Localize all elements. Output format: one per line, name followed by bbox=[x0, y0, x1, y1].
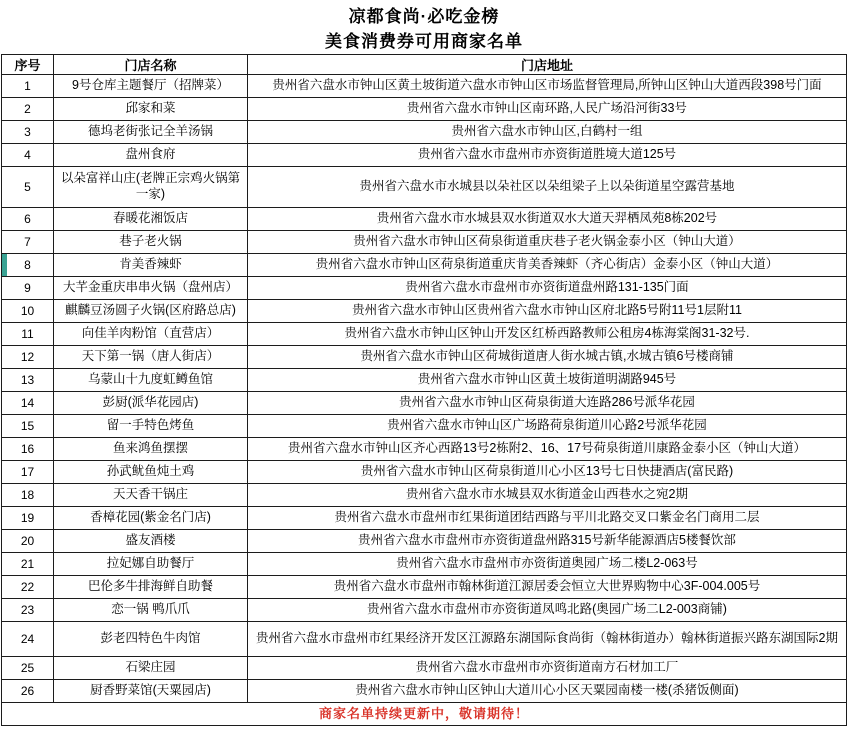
store-address-cell: 贵州省六盘水市盘州市亦资街道盘州路315号新华能源酒店5楼餐饮部 bbox=[248, 530, 847, 553]
store-address-cell: 贵州省六盘水市钟山区荷泉街道川心小区13号七日快捷酒店(富民路) bbox=[248, 461, 847, 484]
store-address-cell: 贵州省六盘水市钟山区钟山大道川心小区天粟园南楼一楼(杀猪饭侧面) bbox=[248, 680, 847, 703]
table-row bbox=[2, 167, 847, 208]
store-name-cell: 以朵富祥山庄(老牌正宗鸡火锅第一家) bbox=[54, 167, 248, 208]
row-number-cell: 5 bbox=[2, 167, 54, 208]
store-name-cell: 恋一锅 鸭爪爪 bbox=[54, 599, 248, 622]
table-row bbox=[2, 121, 847, 144]
row-number-cell: 3 bbox=[2, 121, 54, 144]
row-number-cell: 21 bbox=[2, 553, 54, 576]
row-number-cell: 17 bbox=[2, 461, 54, 484]
store-address-cell: 贵州省六盘水市钟山区荷泉街道重庆肯美香辣虾（齐心街店）金泰小区（钟山大道） bbox=[248, 254, 847, 277]
row-number-cell: 1 bbox=[2, 75, 54, 98]
store-address-cell: 贵州省六盘水市钟山区钟山开发区红桥西路教师公租房4栋海棠阁31-32号. bbox=[248, 323, 847, 346]
store-name-cell: 春暖花湘饭店 bbox=[54, 208, 248, 231]
row-number-cell: 9 bbox=[2, 277, 54, 300]
row-number-cell: 26 bbox=[2, 680, 54, 703]
table-row bbox=[2, 576, 847, 599]
store-address-cell: 贵州省六盘水市钟山区荷泉街道大连路286号派华花园 bbox=[248, 392, 847, 415]
footer-row bbox=[2, 703, 847, 726]
store-address-cell: 贵州省六盘水市钟山区贵州省六盘水市钟山区府北路5号附11号1层附11 bbox=[248, 300, 847, 323]
store-address-cell: 贵州省六盘水市水城县以朵社区以朵组梁子上以朵街道星空露营基地 bbox=[248, 167, 847, 208]
store-name-cell: 9号仓库主题餐厅（招牌菜） bbox=[54, 75, 248, 98]
header-address: 门店地址 bbox=[248, 55, 847, 75]
store-name-cell: 天天香干锅庄 bbox=[54, 484, 248, 507]
store-name-cell: 孙武鱿鱼炖土鸡 bbox=[54, 461, 248, 484]
store-address-cell: 贵州省六盘水市钟山区南环路,人民广场沿河街33号 bbox=[248, 98, 847, 121]
store-table-header bbox=[2, 55, 847, 75]
table-row bbox=[2, 144, 847, 167]
store-name-cell: 向佳羊肉粉馆（直营店） bbox=[54, 323, 248, 346]
row-number-cell: 11 bbox=[2, 323, 54, 346]
table-row bbox=[2, 98, 847, 121]
store-name-cell: 彭厨(派华花园店) bbox=[54, 392, 248, 415]
store-address-cell: 贵州省六盘水市盘州市红果街道团结西路与平川北路交叉口紫金名门商用二层 bbox=[248, 507, 847, 530]
page bbox=[1, 0, 847, 726]
table-row bbox=[2, 254, 847, 277]
table-row bbox=[2, 553, 847, 576]
store-address-cell: 贵州省六盘水市水城县双水街道金山西巷水之宛2期 bbox=[248, 484, 847, 507]
row-number-cell: 14 bbox=[2, 392, 54, 415]
store-name-cell: 鱼来鸿鱼摆摆 bbox=[54, 438, 248, 461]
store-name-cell: 邱家和菜 bbox=[54, 98, 248, 121]
row-number-cell: 6 bbox=[2, 208, 54, 231]
row-number-cell: 22 bbox=[2, 576, 54, 599]
store-address-cell: 贵州省六盘水市钟山区齐心西路13号2栋附2、16、17号荷泉街道川康路金泰小区（钟山大道） bbox=[248, 438, 847, 461]
row-number-cell: 13 bbox=[2, 369, 54, 392]
table-row bbox=[2, 599, 847, 622]
store-name-cell: 留一手特色烤鱼 bbox=[54, 415, 248, 438]
store-address-cell: 贵州省六盘水市钟山区广场路荷泉街道川心路2号派华花园 bbox=[248, 415, 847, 438]
store-address-cell: 贵州省六盘水市盘州市红果经济开发区江源路东湖国际食尚街（翰林街道办）翰林街道振兴路东湖国际2期 bbox=[248, 622, 847, 657]
page-title-line2: 美食消费券可用商家名单 bbox=[325, 32, 523, 51]
store-name-cell: 乌蒙山十九度虹鳟鱼馆 bbox=[54, 369, 248, 392]
table-row bbox=[2, 415, 847, 438]
store-address-cell: 贵州省六盘水市盘州市亦资街道南方石材加工厂 bbox=[248, 657, 847, 680]
row-number-cell: 25 bbox=[2, 657, 54, 680]
store-address-cell: 贵州省六盘水市盘州市亦资街道盘州路131-135门面 bbox=[248, 277, 847, 300]
table-row bbox=[2, 622, 847, 657]
store-address-cell: 贵州省六盘水市水城县双水街道双水大道天羿栖凤苑8栋202号 bbox=[248, 208, 847, 231]
store-name-cell: 德坞老街张记全羊汤锅 bbox=[54, 121, 248, 144]
store-name-cell: 厨香野菜馆(天粟园店) bbox=[54, 680, 248, 703]
table-row bbox=[2, 657, 847, 680]
title-block bbox=[1, 0, 847, 54]
table-row bbox=[2, 680, 847, 703]
page-title-line1: 凉都食尚·必吃金榜 bbox=[348, 7, 500, 26]
row-number-cell: 12 bbox=[2, 346, 54, 369]
table-row bbox=[2, 461, 847, 484]
store-name-cell: 盘州食府 bbox=[54, 144, 248, 167]
store-address-cell: 贵州省六盘水市钟山区黄土坡街道六盘水市钟山区市场监督管理局,所钟山区钟山大道西段398号门面 bbox=[248, 75, 847, 98]
row-number-cell: 2 bbox=[2, 98, 54, 121]
store-name-cell: 巷子老火锅 bbox=[54, 231, 248, 254]
header-name: 门店名称 bbox=[54, 55, 248, 75]
header-no: 序号 bbox=[2, 55, 54, 75]
table-row bbox=[2, 277, 847, 300]
table-row bbox=[2, 208, 847, 231]
table-row bbox=[2, 484, 847, 507]
table-row bbox=[2, 438, 847, 461]
table-row bbox=[2, 231, 847, 254]
store-name-cell: 天下第一锅（唐人街店） bbox=[54, 346, 248, 369]
store-name-cell: 拉妃娜自助餐厅 bbox=[54, 553, 248, 576]
row-number-cell: 19 bbox=[2, 507, 54, 530]
header-row bbox=[2, 55, 847, 75]
row-number-cell: 24 bbox=[2, 622, 54, 657]
store-address-cell: 贵州省六盘水市钟山区荷城街道唐人街水城古镇,水城古镇6号楼商铺 bbox=[248, 346, 847, 369]
row-number-cell: 10 bbox=[2, 300, 54, 323]
store-address-cell: 贵州省六盘水市盘州市亦资街道奥园广场二楼L2-063号 bbox=[248, 553, 847, 576]
store-table-body bbox=[2, 75, 847, 703]
store-address-cell: 贵州省六盘水市盘州市亦资街道凤鸣北路(奥园广场二L2-003商铺) bbox=[248, 599, 847, 622]
store-address-cell: 贵州省六盘水市钟山区荷泉街道重庆巷子老火锅金泰小区（钟山大道） bbox=[248, 231, 847, 254]
store-name-cell: 大芊金重庆串串火锅（盘州店） bbox=[54, 277, 248, 300]
row-number-cell: 23 bbox=[2, 599, 54, 622]
store-address-cell: 贵州省六盘水市钟山区黄土坡街道明湖路945号 bbox=[248, 369, 847, 392]
row-number-cell: 16 bbox=[2, 438, 54, 461]
store-name-cell: 肯美香辣虾 bbox=[54, 254, 248, 277]
row-number-cell: 15 bbox=[2, 415, 54, 438]
store-name-cell: 麒麟豆汤圆子火锅(区府路总店) bbox=[54, 300, 248, 323]
table-row bbox=[2, 300, 847, 323]
store-name-cell: 石梁庄园 bbox=[54, 657, 248, 680]
row-number-cell: 4 bbox=[2, 144, 54, 167]
store-address-cell: 贵州省六盘水市盘州市翰林街道江源居委会恒立大世界购物中心3F-004.005号 bbox=[248, 576, 847, 599]
footer-note: 商家名单持续更新中，敬请期待！ bbox=[2, 703, 847, 726]
store-address-cell: 贵州省六盘水市钟山区,白鹤村一组 bbox=[248, 121, 847, 144]
table-row bbox=[2, 369, 847, 392]
table-row bbox=[2, 346, 847, 369]
store-name-cell: 香樟花园(紫金名门店) bbox=[54, 507, 248, 530]
table-row bbox=[2, 392, 847, 415]
table-row bbox=[2, 507, 847, 530]
row-number-cell: 18 bbox=[2, 484, 54, 507]
store-address-cell: 贵州省六盘水市盘州市亦资街道胜境大道125号 bbox=[248, 144, 847, 167]
table-row bbox=[2, 323, 847, 346]
table-row bbox=[2, 75, 847, 98]
store-name-cell: 彭老四特色牛肉馆 bbox=[54, 622, 248, 657]
row-number-cell: 8 bbox=[2, 254, 54, 277]
store-name-cell: 盛友酒楼 bbox=[54, 530, 248, 553]
row-number-cell: 7 bbox=[2, 231, 54, 254]
store-table bbox=[1, 54, 847, 726]
store-name-cell: 巴伦多牛排海鲜自助餐 bbox=[54, 576, 248, 599]
row-number-cell: 20 bbox=[2, 530, 54, 553]
table-row bbox=[2, 530, 847, 553]
